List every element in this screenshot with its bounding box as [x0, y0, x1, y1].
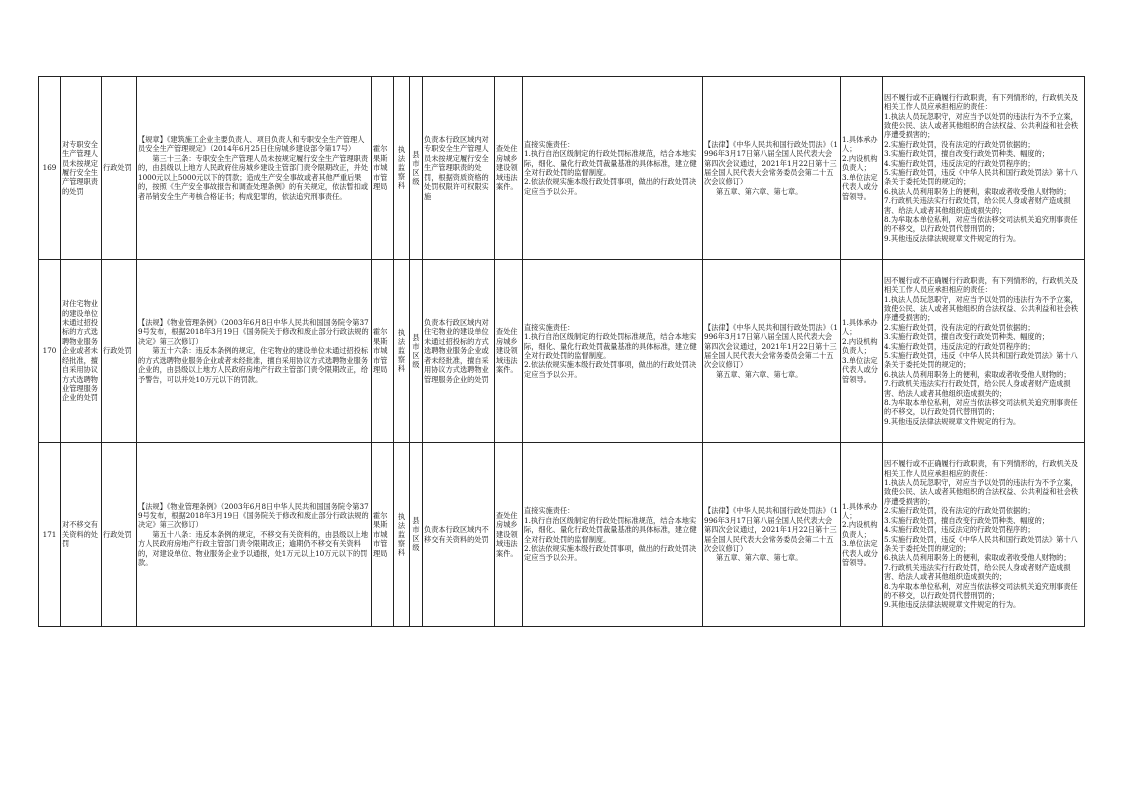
- legal-basis-body: 第五十八条：违反本条例的规定，不移交有关资料的，由县级以上地方人民政府房地产行政主管部门责令限期改正；逾期仍不移交有关资料的，对建设单位、物业服务企业予以通报，处1万元以上10万元以下的罚款。: [138, 529, 369, 568]
- admin-level: [410, 260, 423, 443]
- row-number: 171: [39, 443, 61, 627]
- department: 霍尔果斯市城市管理局: [372, 260, 394, 443]
- admin-level-text: 县市区级: [412, 516, 420, 553]
- admin-level: [410, 443, 423, 627]
- item-category: 行政处罚: [102, 77, 137, 260]
- power-list-table: [38, 76, 1085, 627]
- row-number: 169: [39, 77, 61, 260]
- implementation-scope: 负责本行政区域内对专职安全生产管理人员未按规定履行安全生产管理职责的处罚，根据资质资格的处罚权限许可权限实施: [423, 77, 495, 260]
- admin-level-text: 县市区级: [412, 332, 420, 369]
- duty-law-head: 【法律】《中华人民共和国行政处罚法》（1996年3月17日第八届全国人民代表大会第四次会议通过，2021年1月22日第十三届全国人民代表大会常务委员会第二十五次会议修订）: [704, 139, 838, 187]
- table-row: [39, 260, 1085, 443]
- item-name: 对不移交有关资料的处罚: [61, 443, 102, 627]
- enforcement-mode: [394, 443, 410, 627]
- case-channel: 查处住房城乡建设领域违法案件。: [495, 260, 523, 443]
- legal-basis: [137, 260, 372, 443]
- duty-law-tail: 第五章、第六章、第七章。: [716, 369, 803, 379]
- implementation-scope: 负责本行政区域内对住宅物业的建设单位未通过招投标的方式选聘物业服务企业或者未经批准，擅自采用协议方式选聘物业管理服务企业的处罚: [423, 260, 495, 443]
- legal-basis-head: 【规章】《建筑施工企业主要负责人、项目负责人和专职安全生产管理人员安全生产管理规定》（2014年6月25日住房城乡建设部令第17号）: [138, 135, 365, 154]
- accountability-cases: 因不履行或不正确履行行政职责，有下列情形的，行政机关及相关工作人员应承担相应的责任： 1.执法人员玩忽职守，对应当予以处罚的违法行为不予立案，致使公民、法人或者其他组织的合法权益、公共利益和社会秩序遭受损害的； 2.实施行政处罚，没有法定的行政处罚依据的； 3.实施行政处罚，擅自改变行政处罚种类、幅度的； 4.实施行政处罚，违反法定的行政处罚程序的； 5.实施行政处罚，违反《中华人民共和国行政处罚法》第十八条关于委托处罚的规定的； 6.执法人员利用职务上的便利，索取或者收受他人财物的； 7.行政机关违法实行行政处罚，给公民人身或者财产造成损害、给法人或者其他组织造成损失的； 8.为牟取本单位私利，对应当依法移交司法机关追究刑事责任的不移交，以行政处罚代替刑罚的； 9.其他违反法律法规规章文件规定的行为。: [883, 77, 1085, 260]
- case-channel: 查处住房城乡建设领域违法案件。: [495, 443, 523, 627]
- responsible-subject: 1.具体承办人； 2.内设机构负责人； 3.单位法定代表人或分管领导。: [841, 260, 883, 443]
- department: 霍尔果斯市城市管理局: [372, 443, 394, 627]
- department: 霍尔果斯市城市管理局: [372, 77, 394, 260]
- legal-basis-head: 【法规】《物业管理条例》（2003年6月8日中华人民共和国国务院令第379号发布，根据2018年3月19日《国务院关于修改和废止部分行政法规的决定》第三次修订）: [138, 501, 369, 530]
- enforcement-mode-text: 执法监察科: [397, 511, 406, 557]
- legal-basis: [137, 443, 372, 627]
- admin-level: [410, 77, 423, 260]
- duty-content: 直接实施责任： 1.执行自治区级制定的行政处罚标准规范，结合本地实际，细化、量化行政处罚裁量基准的具体标准，建立健全对行政处罚的监督制度。 2.依法依规实施本级行政处罚事项，做出的行政处罚决定应当予以公开。: [523, 443, 703, 627]
- duty-content: 直接实施责任： 1.执行自治区级制定的行政处罚标准规范，结合本地实际，细化、量化行政处罚裁量基准的具体标准，建立健全对行政处罚的监督制度。 2.依法依规实施本级行政处罚事项，做出的行政处罚决定应当予以公开。: [523, 77, 703, 260]
- duty-law-head: 【法律】《中华人民共和国行政处罚法》（1996年3月17日第八届全国人民代表大会第四次会议通过，2021年1月22日第十三届全国人民代表大会常务委员会第二十五次会议修订）: [704, 506, 838, 553]
- admin-level-text: 县市区级: [412, 149, 420, 186]
- item-category: 行政处罚: [102, 260, 137, 443]
- duty-law-basis: [703, 443, 841, 627]
- case-channel: 查处住房城乡建设领域违法案件。: [495, 77, 523, 260]
- responsible-subject: 1.具体承办人； 2.内设机构负责人； 3.单位法定代表人或分管领导。: [841, 77, 883, 260]
- item-name: 对住宅物业的建设单位未通过招投标的方式选聘物业服务企业或者未经批准，擅自采用协议方式选聘物业管理服务企业的处罚: [61, 260, 102, 443]
- enforcement-mode-text: 执法监察科: [397, 145, 406, 191]
- table-row: [39, 77, 1085, 260]
- row-number: 170: [39, 260, 61, 443]
- duty-law-head: 【法律】《中华人民共和国行政处罚法》（1996年3月17日第八届全国人民代表大会第四次会议通过，2021年1月22日第十三届全国人民代表大会常务委员会第二十五次会议修订）: [704, 322, 838, 370]
- responsible-subject: 1.具体承办人； 2.内设机构负责人； 3.单位法定代表人或分管领导。: [841, 443, 883, 627]
- table-row: [39, 443, 1085, 627]
- legal-basis-body: 第五十六条：违反本条例的规定，住宅物业的建设单位未通过招投标的方式选聘物业服务企业或者未经批准，擅自采用协议方式选聘物业服务企业的，由县级以上地方人民政府房地产行政主管部门责令限期改正，给予警告，可以并处10万元以下的罚款。: [138, 346, 369, 384]
- duty-law-basis: [703, 77, 841, 260]
- duty-content: 直接实施责任： 1.执行自治区级制定的行政处罚标准规范，结合本地实际，细化、量化行政处罚裁量基准的具体标准，建立健全对行政处罚的监督制度。 2.依法依规实施本级行政处罚事项，做出的行政处罚决定应当予以公开。: [523, 260, 703, 443]
- item-category: 行政处罚: [102, 443, 137, 627]
- legal-basis: [137, 77, 372, 260]
- legal-basis-head: 【法规】《物业管理条例》（2003年6月8日中华人民共和国国务院令第379号发布，根据2018年3月19日《国务院关于修改和废止部分行政法规的决定》第三次修订）: [138, 318, 369, 346]
- duty-law-basis: [703, 260, 841, 443]
- accountability-cases: 因不履行或不正确履行行政职责，有下列情形的，行政机关及相关工作人员应承担相应的责任： 1.执法人员玩忽职守，对应当予以处罚的违法行为不予立案，致使公民、法人或者其他组织的合法权益、公共利益和社会秩序遭受损害的； 2.实施行政处罚，没有法定的行政处罚依据的； 3.实施行政处罚，擅自改变行政处罚种类、幅度的； 4.实施行政处罚，违反法定的行政处罚程序的； 5.实施行政处罚，违反《中华人民共和国行政处罚法》第十八条关于委托处罚的规定的； 6.执法人员利用职务上的便利，索取或者收受他人财物的； 7.行政机关违法实行行政处罚，给公民人身或者财产造成损害、给法人或者其他组织造成损失的； 8.为牟取本单位私利，对应当依法移交司法机关追究刑事责任的不移交，以行政处罚代替刑罚的； 9.其他违反法律法规规章文件规定的行为。: [883, 260, 1085, 443]
- accountability-cases: 因不履行或不正确履行行政职责，有下列情形的，行政机关及相关工作人员应承担相应的责任： 1.执法人员玩忽职守，对应当予以处罚的违法行为不予立案，致使公民、法人或者其他组织的合法权益、公共利益和社会秩序遭受损害的； 2.实施行政处罚，没有法定的行政处罚依据的； 3.实施行政处罚，擅自改变行政处罚种类、幅度的； 4.实施行政处罚，违反法定的行政处罚程序的； 5.实施行政处罚，违反《中华人民共和国行政处罚法》第十八条关于委托处罚的规定的； 6.执法人员利用职务上的便利，索取或者收受他人财物的； 7.行政机关违法实行行政处罚，给公民人身或者财产造成损害、给法人或者其他组织造成损失的； 8.为牟取本单位私利，对应当依法移交司法机关追究刑事责任的不移交，以行政处罚代替刑罚的； 9.其他违反法律法规规章文件规定的行为。: [883, 443, 1085, 627]
- duty-law-tail: 第五章、第六章、第七章。: [716, 186, 803, 196]
- enforcement-mode: [394, 77, 410, 260]
- enforcement-mode: [394, 260, 410, 443]
- enforcement-mode-text: 执法监察科: [397, 328, 406, 374]
- legal-basis-body: 第三十三条：专职安全生产管理人员未按规定履行安全生产管理职责的，由县级以上地方人民政府住房城乡建设主管部门责令限期改正，并处1000元以上5000元以下的罚款；造成生产安全事故或者其他严重后果的，按照《生产安全事故报告和调查处理条例》的有关规定，依法暂扣或者吊销安全生产考核合格证书；构成犯罪的，依法追究刑事责任。: [138, 153, 369, 201]
- item-name: 对专职安全生产管理人员未按规定履行安全生产管理职责的处罚: [61, 77, 102, 260]
- implementation-scope: 负责本行政区域内不移交有关资料的处罚: [423, 443, 495, 627]
- duty-law-tail: 第五章、第六章、第七章。: [716, 553, 803, 563]
